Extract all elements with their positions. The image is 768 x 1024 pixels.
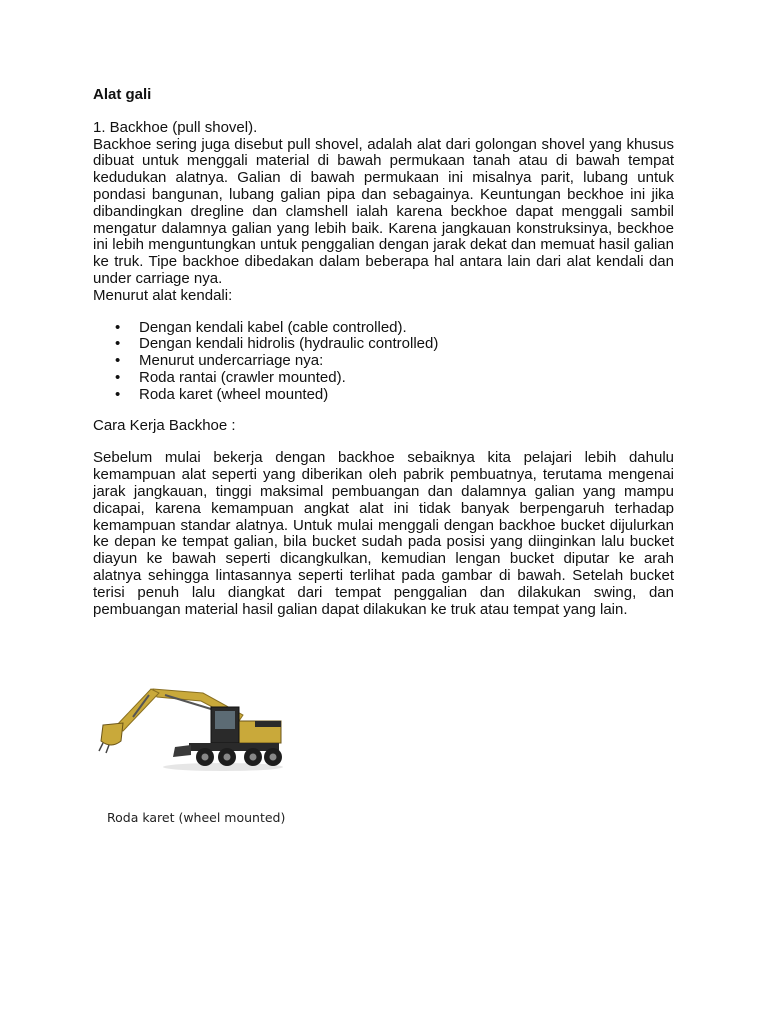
- excavator-image: [93, 675, 287, 773]
- list-item: • Dengan kendali kabel (cable controlled).: [115, 318, 407, 336]
- controls-list: [93, 320, 674, 404]
- bullet-icon: •: [115, 335, 121, 353]
- bullet-icon: •: [115, 368, 121, 386]
- bullet-icon: •: [115, 385, 121, 403]
- list-item: • Dengan kendali hidrolis (hydraulic controlled): [115, 335, 439, 353]
- section-body-cara-kerja: Sebelum mulai bekerja dengan backhoe sebaiknya kita pelajari lebih dahulu kemampuan alat seperti yang diberikan oleh pabrik pembuatnya, terutama mengenai jarak jangkauan, tinggi maksimal pembuangan dan dalamnya galian yang mampu dicapai, karena kemampuan angkat alat ini tidak banyak berpengaruh terhadap kemampuan standar alatnya. Untuk mulai menggali dengan backhoe bucket dijulurkan ke depan ke tempat galian, bila bucket sudah pada posisi yang diinginkan lalu bucket diayun ke bawah seperti dicangkulkan, kemudian lengan bucket diputar ke arah alatnya sehingga lintasannya seperti terlihat pada gambar di bawah. Setelah bucket terisi penuh lalu diangkat dari tempat penggalian dan dilakukan swing, dan pembuangan material hasil galian dapat dilakukan ke truk atau tempat yang lain.: [93, 449, 674, 618]
- document-heading: Alat gali: [93, 86, 152, 103]
- controls-intro: Menurut alat kendali:: [93, 286, 233, 304]
- list-item: • Roda rantai (crawler mounted).: [115, 368, 346, 386]
- list-item: • Menurut undercarriage nya:: [115, 352, 324, 370]
- section-title-cara-kerja: Cara Kerja Backhoe :: [93, 416, 236, 434]
- section-body-backhoe: Backhoe sering juga disebut pull shovel, adalah alat dari golongan shovel yang khusus dibuat untuk menggali material di bawah permukaan tanah atau di bawah tempat kedudukan alatnya. Galian di bawah permukaan ini misalnya parit, lubang untuk pondasi bangunan, lubang galian pipa dan sebagainya. Keuntungan beckhoe ini jika dibandingkan dregline dan clamshell ialah karena beckhoe dapat menggali sambil mengatur dalamnya galian yang lebih baik. Karena jangkauan konstruksinya, beckhoe ini lebih menguntungkan untuk penggalian dengan jarak dekat dan memuat hasil galian ke truk. Tipe backhoe dibedakan dalam beberapa hal antara lain dari alat kendali dan under carriage nya.: [93, 135, 674, 287]
- bullet-icon: •: [115, 352, 121, 370]
- bullet-icon: •: [115, 318, 121, 336]
- figure-caption: Roda karet (wheel mounted): [107, 810, 286, 825]
- list-item: • Roda karet (wheel mounted): [115, 385, 329, 403]
- document-page: [93, 87, 674, 618]
- section-title-backhoe: 1. Backhoe (pull shovel).: [93, 118, 258, 136]
